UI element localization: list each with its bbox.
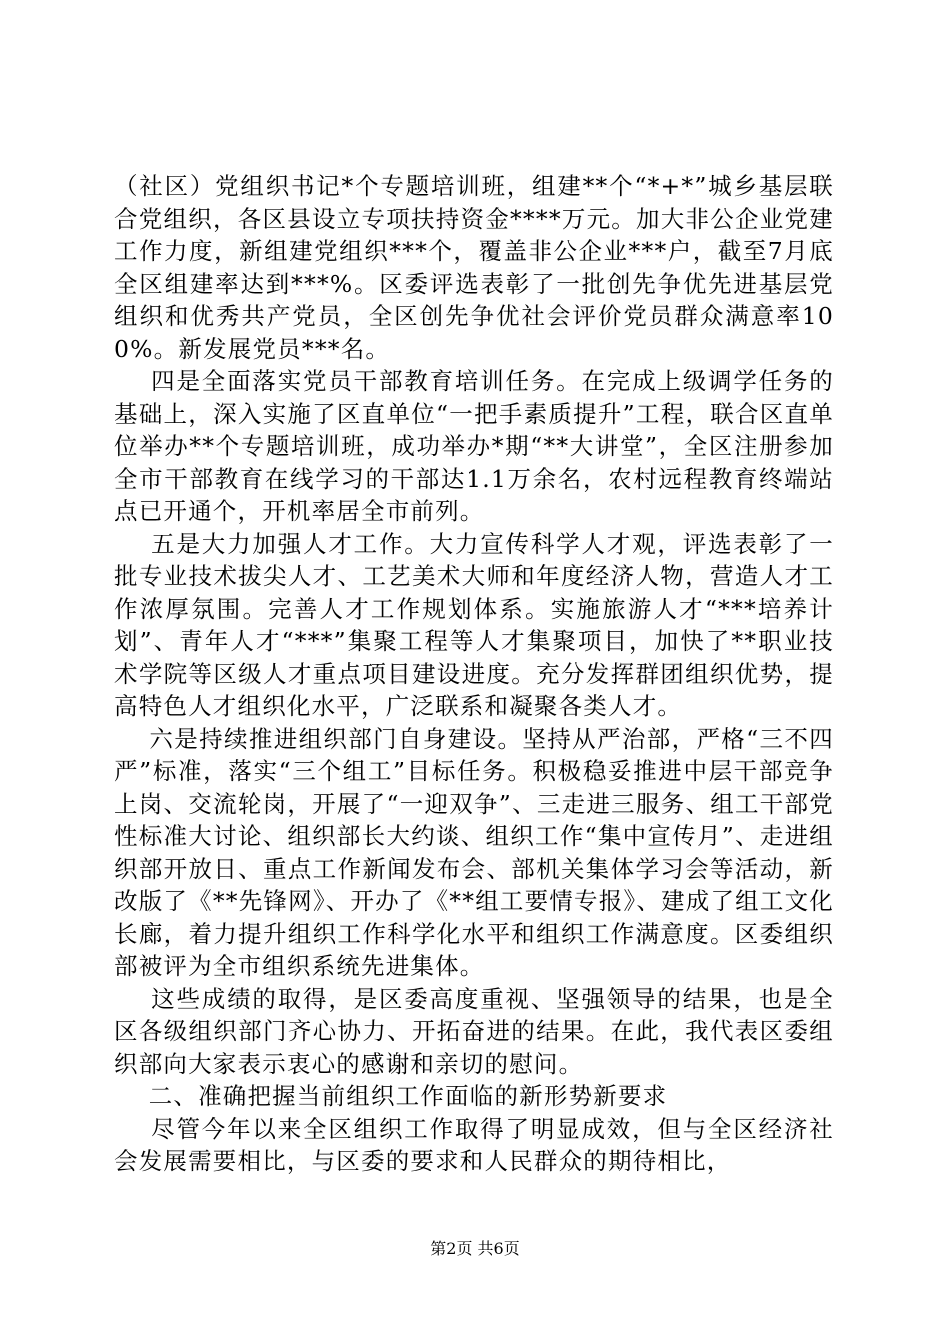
paragraph-self-building: 六是持续推进组织部门自身建设。坚持从严治部，严格“三不四严”标准，落实“三个组工”目标任务。积极稳妥推进中层干部竞争上岗、交流轮岗，开展了“一迎双争”、三走进三服务、组工干部党性标准大讨论、组织部长大约谈、组织工作“集中宣传月”、走进组织部开放日、重点工作新闻发布会、部机关集体学习会等活动，新改版了《**先锋网》、开办了《**组工要情专报》、建成了组工文化长廊，着力提升组织工作科学化水平和组织工作满意度。区委组织部被评为全市组织系统先进集体。 — [114, 724, 834, 980]
document-body — [114, 170, 834, 1178]
paragraph-acknowledgement: 这些成绩的取得，是区委高度重视、坚强领导的结果，也是全区各级组织部门齐心协力、开拓奋进的结果。在此，我代表区委组织部向大家表示衷心的感谢和亲切的慰问。 — [114, 984, 834, 1078]
paragraph-talent-work: 五是大力加强人才工作。大力宣传科学人才观，评选表彰了一批专业技术拔尖人才、工艺美术大师和年度经济人物，营造人才工作浓厚氛围。完善人才工作规划体系。实施旅游人才“***培养计划”、青年人才“***”集聚工程等人才集聚项目，加快了**职业技术学院等区级人才重点项目建设进度。充分发挥群团组织优势，提高特色人才组织化水平，广泛联系和凝聚各类人才。 — [114, 529, 834, 720]
paragraph-party-organizations: （社区）党组织书记*个专题培训班，组建**个“*+*”城乡基层联合党组织，各区县设立专项扶持资金****万元。加大非公企业党建工作力度，新组建党组织***个，覆盖非公企业***户，截至7月底全区组建率达到***%。区委评选表彰了一批创先争优先进基层党组织和优秀共产党员，全区创先争优社会评价党员群众满意率100%。新发展党员***名。 — [114, 172, 834, 363]
paragraph-cadre-training: 四是全面落实党员干部教育培训任务。在完成上级调学任务的基础上，深入实施了区直单位“一把手素质提升”工程，联合区直单位举办**个专题培训班，成功举办*期“**大讲堂”，全区注册参加全市干部教育在线学习的干部达1.1万余名，农村远程教育终端站点已开通个，开机率居全市前列。 — [114, 367, 834, 525]
paragraph-new-situation: 尽管今年以来全区组织工作取得了明显成效，但与全区经济社会发展需要相比，与区委的要求和人民群众的期待相比， — [114, 1114, 834, 1175]
section-heading: 二、准确把握当前组织工作面临的新形势新要求 — [114, 1082, 668, 1110]
page-number-footer: 第2页 共6页 — [430, 1239, 520, 1258]
